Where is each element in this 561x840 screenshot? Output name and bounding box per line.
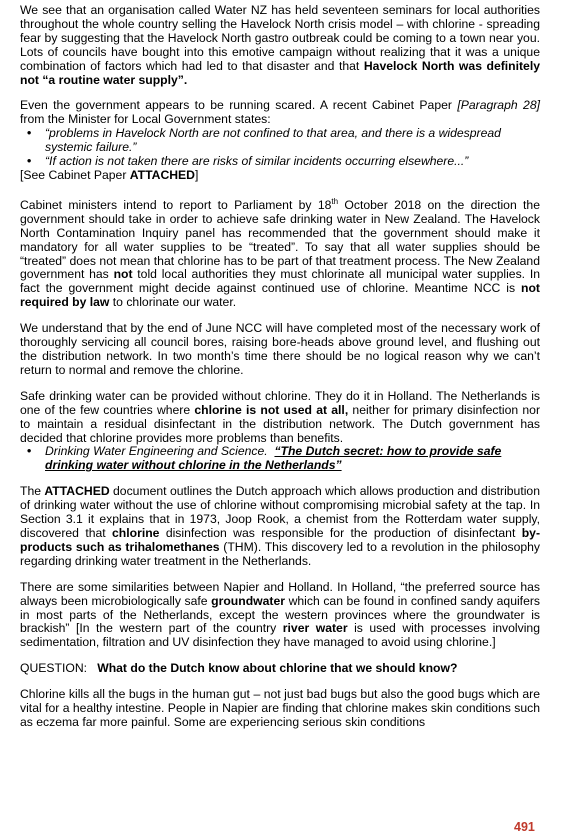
paragraph-ncc-work: We understand that by the end of June NCC will have completed most of the necessary work of thoroughly servicing all council bores, raising bore-heads above ground level, and flushing out the distribution network. In two month’s time there should be no logical reason why we can’t return to normal and remove the chlorine. [20,321,540,377]
source-item: • Drinking Water Engineering and Science. “The Dutch secret: how to provide safe drinking water without chlorine in the Netherlands” [45,445,540,473]
page-number: 491 [514,820,535,834]
paragraph-water-nz: We see that an organisation called Water NZ has held seventeen seminars for local authorities throughout the whole country selling the Havelock North crisis model – with chlorine - spreading fear by suggesting that the Havelock North gastro outbreak could be coming to a town near you. Lots of councils have bought into this emotive campaign without realizing that it was a unique combination of factors which had led to that disaster and that Havelock North was definitely not “a routine water supply”. [20,3,540,87]
paragraph-holland: Safe drinking water can be provided without chlorine. They do it in Holland. The Netherlands is one of the few countries where chlorine is not used at all, neither for primary disinfection nor to maintain a residual disinfectant in the distribution network. The Dutch government has decided that chlorine provides more problems than benefits. [20,388,540,445]
paragraph-chlorine-effects: Chlorine kills all the bugs in the human gut – not just bad bugs but also the good bugs which are vital for a healthy intestine. People in Napier are finding that chlorine makes skin conditions such as eczema far more painful. Some are experiencing serious skin conditions [20,687,540,729]
paragraph-similarities: There are some similarities between Napier and Holland. In Holland, “the preferred source has always been microbiologically safe groundwater which can be found in confined sandy aquifers in most parts of the Netherlands, except the western provinces where the groundwater is brackish” [In the western part of the country river water is used with processes involving sedimentation, filtration and UV disinfection they have managed to avoid using chlorine.] [20,579,540,650]
quote-item: • “problems in Havelock North are not confined to that area, and there is a widespread systemic failure.” [45,127,540,155]
source-list [20,445,540,473]
paragraph-dutch-approach: The ATTACHED document outlines the Dutch approach which allows production and distribution of drinking water without the use of chlorine without compromising microbial safety at the tap. In Section 3.1 it explains that in 1973, Joop Rook, a chemist from the Rotterdam water supply, discovered that chlorine disinfection was responsible for the production of disinfectant by-products such as trihalomethanes (THM). This discovery led to a revolution in the philosophy regarding drinking water treatment in the Netherlands. [20,484,541,568]
quote-item: • “If action is not taken there are risks of similar incidents occurring elsewhere...” [45,155,540,169]
cabinet-quotes-list [20,127,540,169]
see-cabinet-paper-note: [See Cabinet Paper ATTACHED] [20,167,199,182]
paragraph-cabinet-ministers: Cabinet ministers intend to report to Parliament by 18th October 2018 on the direction the government should take in order to achieve safe drinking water in New Zealand. The Havelock North Contamination Inquiry panel has recommended that the government should make it mandatory for all water supplies to be “treated”. To say that all water supplies should be “treated” does not mean that chlorine has to be part of that treatment process. The New Zealand government has not told local authorities they must chlorinate all municipal water supplies. In fact the government might decide against continued use of chlorine. Meantime NCC is not required by law to chlorinate our water. [20,196,540,310]
question-line: QUESTION: What do the Dutch know about chlorine that we should know? [20,661,458,676]
paragraph-cabinet-paper: Even the government appears to be running scared. A recent Cabinet Paper [Paragraph 28] from the Minister for Local Government states: [20,98,540,127]
dutch-secret-link[interactable]: “The Dutch secret: how to provide safe drinking water without chlorine in the Netherlands” [45,444,502,473]
document-page [20,4,540,742]
